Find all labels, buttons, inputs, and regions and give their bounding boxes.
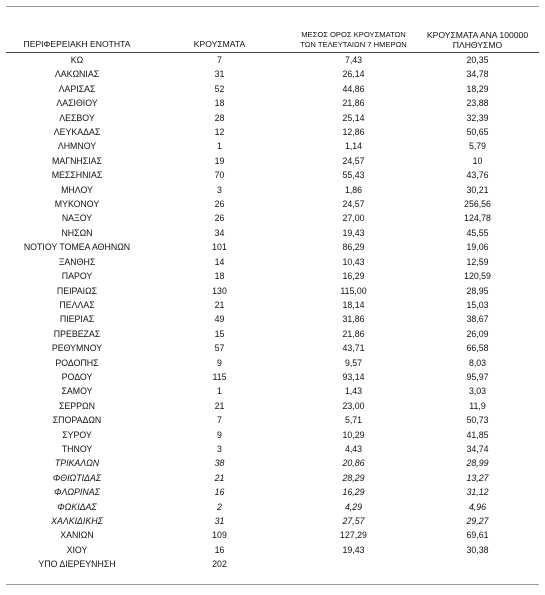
table-row	[6, 284, 539, 298]
cell-cases: 14	[214, 256, 225, 267]
cell-seven-day-average: 5,71	[344, 415, 363, 426]
cell-region: ΡΟΔΟΥ	[61, 371, 93, 382]
cell-cases-per-100k: 95,97	[466, 371, 489, 382]
cell-region: ΛΕΣΒΟΥ	[59, 112, 95, 123]
cell-cases-per-100k: 120,59	[464, 271, 491, 282]
cell-cases-per-100k	[416, 557, 539, 571]
cell-region: ΣΥΡΟΥ	[62, 429, 92, 440]
cell-cases-per-100k: 20,35	[466, 55, 489, 65]
table-row	[6, 240, 539, 254]
table-row	[6, 269, 539, 283]
cell-seven-day-average: 10,43	[342, 256, 365, 267]
table-row	[6, 370, 539, 384]
cell-region: ΞΑΝΘΗΣ	[58, 256, 96, 267]
cell-region: ΠΕΛΛΑΣ	[59, 299, 95, 310]
cell-seven-day-average: 43,71	[342, 343, 365, 354]
cell-cases-per-100k: 41,85	[466, 429, 489, 440]
cell-cases: 9	[217, 429, 222, 440]
cell-seven-day-average: 16,29	[342, 487, 365, 498]
table-row	[6, 471, 539, 485]
table-row	[6, 384, 539, 398]
cell-cases-per-100k: 32,39	[466, 112, 489, 123]
cell-cases: 31	[214, 69, 225, 80]
cell-region: ΠΕΙΡΑΙΩΣ	[56, 285, 98, 296]
cell-cases-per-100k: 124,78	[464, 213, 491, 224]
cell-seven-day-average: 86,29	[342, 242, 365, 253]
cell-cases-per-100k: 66,58	[466, 343, 489, 354]
cell-region: ΛΗΜΝΟΥ	[57, 141, 97, 152]
header-cases-per-100k	[416, 24, 539, 53]
cell-cases-per-100k: 34,74	[466, 443, 489, 454]
cell-cases-per-100k: 5,79	[468, 141, 487, 152]
cell-region: ΛΑΣΙΘΙΟΥ	[56, 98, 98, 109]
cell-cases-per-100k: 11,9	[469, 400, 486, 411]
cell-seven-day-average: 1,86	[344, 184, 363, 195]
cell-cases: 1	[217, 386, 222, 397]
cell-seven-day-average: 19,43	[342, 544, 365, 555]
cell-region: ΡΕΘΥΜΝΟΥ	[51, 343, 103, 354]
cell-cases-per-100k: 50,73	[466, 415, 489, 426]
cell-cases: 7	[217, 55, 222, 65]
table-row	[6, 514, 539, 528]
table-row	[6, 154, 539, 168]
cell-cases-per-100k: 45,55	[466, 227, 489, 238]
cell-seven-day-average: 18,14	[342, 299, 365, 310]
table-row	[6, 168, 539, 182]
cell-cases-per-100k: 43,76	[466, 170, 489, 181]
table-row	[6, 485, 539, 499]
cell-cases-per-100k: 31,12	[466, 487, 489, 498]
cell-cases-per-100k: 15,03	[466, 299, 489, 310]
cell-cases-per-100k: 18,29	[466, 83, 489, 94]
table-row	[6, 255, 539, 269]
cell-cases: 101	[212, 242, 227, 253]
cell-region: ΜΕΣΣΗΝΙΑΣ	[51, 170, 103, 181]
cell-region: ΛΕΥΚΑΔΑΣ	[53, 127, 101, 138]
cell-cases-per-100k: 10	[472, 155, 483, 166]
cell-seven-day-average: 1,14	[344, 141, 363, 152]
cell-seven-day-average: 27,57	[342, 516, 365, 526]
header-avg-line2: ΤΩΝ ΤΕΛΕΥΤΑΙΩΝ 7 ΗΜΕΡΩΝ	[300, 40, 407, 49]
cell-cases: 115	[212, 371, 227, 382]
cell-region: ΠΡΕΒΕΖΑΣ	[53, 328, 101, 339]
table-row	[6, 183, 539, 197]
cell-region: ΡΟΔΟΠΗΣ	[55, 357, 99, 368]
header-seven-day-average	[291, 24, 416, 53]
table-row	[6, 356, 539, 370]
cell-cases: 21	[214, 472, 225, 483]
table-row	[6, 500, 539, 514]
table-row	[6, 226, 539, 240]
cell-seven-day-average	[291, 557, 416, 571]
cell-region: ΠΑΡΟΥ	[61, 271, 93, 282]
cell-cases-per-100k: 28,95	[466, 285, 489, 296]
cell-cases: 15	[214, 328, 225, 339]
table-row	[6, 111, 539, 125]
cell-seven-day-average: 127,29	[340, 530, 367, 541]
table-row	[6, 399, 539, 413]
cell-seven-day-average: 24,57	[342, 155, 365, 166]
cell-cases: 18	[214, 98, 225, 109]
cell-seven-day-average: 19,43	[342, 227, 365, 238]
cell-region: ΣΕΡΡΩΝ	[59, 400, 95, 411]
cell-region: ΧΑΝΙΩΝ	[60, 530, 94, 541]
table-body	[6, 53, 539, 572]
cell-seven-day-average: 21,86	[342, 98, 365, 109]
cell-region: ΦΛΩΡΙΝΑΣ	[54, 487, 100, 498]
cell-seven-day-average: 1,43	[344, 386, 363, 397]
cell-cases: 52	[214, 83, 225, 94]
cell-seven-day-average: 9,57	[344, 357, 363, 368]
cell-seven-day-average: 115,00	[340, 285, 367, 296]
cell-cases: 28	[214, 112, 225, 123]
cell-cases: 70	[214, 170, 225, 181]
cell-seven-day-average: 44,86	[342, 83, 365, 94]
table-row	[6, 413, 539, 427]
cell-cases: 31	[214, 516, 225, 526]
table-row	[6, 67, 539, 81]
cell-seven-day-average: 16,29	[342, 271, 365, 282]
table-row	[6, 428, 539, 442]
table-row	[6, 96, 539, 110]
cell-cases: 16	[214, 487, 225, 498]
cell-cases-per-100k: 29,27	[466, 516, 489, 526]
cell-cases-per-100k: 30,21	[466, 184, 489, 195]
table-row	[6, 211, 539, 225]
table-row	[6, 125, 539, 139]
cell-cases: 7	[217, 415, 222, 426]
header-per100k-line1: ΚΡΟΥΣΜΑΤΑ ΑΝΑ 100000	[426, 30, 529, 40]
cell-seven-day-average: 4,43	[344, 443, 363, 454]
cell-cases-per-100k: 256,56	[464, 199, 491, 210]
cell-region: ΛΑΡΙΣΑΣ	[58, 83, 96, 94]
cell-cases: 26	[214, 213, 225, 224]
table-row	[6, 139, 539, 153]
cell-region: ΜΗΛΟΥ	[61, 184, 93, 195]
cell-seven-day-average: 12,86	[342, 127, 365, 138]
cell-cases: 18	[214, 271, 225, 282]
cell-region: ΛΑΚΩΝΙΑΣ	[54, 69, 100, 80]
cell-region: ΝΗΣΩΝ	[61, 227, 93, 238]
cell-seven-day-average: 7,43	[344, 55, 363, 65]
cell-seven-day-average: 28,29	[342, 472, 365, 483]
table-row	[6, 298, 539, 312]
cell-cases-per-100k: 3,03	[468, 386, 487, 397]
cell-cases: 21	[214, 400, 225, 411]
header-cases: ΚΡΟΥΣΜΑΤΑ	[148, 24, 291, 53]
cell-region: ΥΠΟ ΔΙΕΡΕΥΝΗΣΗ	[38, 559, 116, 570]
cell-region: ΣΠΟΡΑΔΩΝ	[52, 415, 102, 426]
cell-cases: 21	[214, 299, 225, 310]
cell-cases: 57	[214, 343, 225, 354]
bottom-rule	[6, 584, 539, 585]
cell-cases: 9	[217, 357, 222, 368]
cell-cases-per-100k: 13,27	[466, 472, 489, 483]
cell-cases: 16	[214, 544, 225, 555]
table-row	[6, 341, 539, 355]
cell-seven-day-average: 4,29	[344, 501, 363, 512]
cell-seven-day-average: 25,14	[342, 112, 365, 123]
cases-table	[6, 24, 539, 572]
cell-region: ΦΩΚΙΔΑΣ	[57, 501, 97, 512]
table-row	[6, 456, 539, 470]
cell-cases: 49	[214, 314, 225, 325]
table-row	[6, 543, 539, 557]
cell-cases: 26	[214, 199, 225, 210]
cell-seven-day-average: 93,14	[342, 371, 365, 382]
cell-region: ΣΑΜΟΥ	[61, 386, 93, 397]
top-rule	[6, 6, 539, 7]
cell-cases-per-100k: 12,59	[466, 256, 489, 267]
cell-cases-per-100k: 19,06	[466, 242, 489, 253]
cell-region: ΧΙΟΥ	[66, 544, 88, 555]
cell-cases: 130	[212, 285, 227, 296]
cell-cases-per-100k: 8,03	[468, 357, 487, 368]
cell-cases: 3	[217, 184, 222, 195]
cell-seven-day-average: 23,00	[342, 400, 365, 411]
table-row	[6, 557, 539, 571]
cell-region: ΤΡΙΚΑΛΩΝ	[54, 458, 100, 469]
table-row	[6, 82, 539, 96]
cell-region: ΜΑΓΝΗΣΙΑΣ	[52, 155, 102, 166]
cell-region: ΝΑΞΟΥ	[61, 213, 93, 224]
cell-region: ΝΟΤΙΟΥ ΤΟΜΕΑ ΑΘΗΝΩΝ	[23, 242, 131, 253]
table-row	[6, 528, 539, 542]
table-row	[6, 197, 539, 211]
cell-seven-day-average: 20,86	[342, 458, 365, 469]
cell-cases-per-100k: 34,78	[466, 69, 489, 80]
cell-seven-day-average: 21,86	[342, 328, 365, 339]
cell-seven-day-average: 55,43	[342, 170, 365, 181]
cell-region: ΦΘΙΩΤΙΔΑΣ	[52, 472, 102, 483]
cell-cases: 109	[212, 530, 227, 541]
cell-region: ΜΥΚΟΝΟΥ	[54, 199, 100, 210]
header-per100k-line2: ΠΛΗΘΥΣΜΟ	[452, 40, 503, 50]
cell-cases: 1	[217, 141, 222, 152]
cell-seven-day-average: 24,57	[342, 199, 365, 210]
header-region: ΠΕΡΙΦΕΡΕΙΑΚΗ ΕΝΟΤΗΤΑ	[6, 24, 148, 53]
cell-cases-per-100k: 4,96	[468, 501, 487, 512]
cell-cases: 3	[217, 443, 222, 454]
cell-cases: 19	[214, 155, 225, 166]
cell-cases-per-100k: 28,99	[466, 458, 489, 469]
cell-seven-day-average: 27,00	[342, 213, 365, 224]
cell-seven-day-average: 10,29	[342, 429, 365, 440]
cell-cases: 2	[217, 501, 222, 512]
table-header-row	[6, 24, 539, 53]
cell-region: ΠΙΕΡΙΑΣ	[59, 314, 95, 325]
cell-region: ΚΩ	[70, 55, 84, 65]
cell-cases-per-100k: 69,61	[466, 530, 489, 541]
cell-cases-per-100k: 26,09	[466, 328, 489, 339]
cell-seven-day-average: 26,14	[342, 69, 365, 80]
cell-cases: 202	[212, 559, 227, 570]
cell-cases-per-100k: 50,65	[466, 127, 489, 138]
table-row	[6, 442, 539, 456]
table-row	[6, 327, 539, 341]
cell-cases-per-100k: 30,38	[466, 544, 489, 555]
table-row	[6, 53, 539, 68]
cell-region: ΤΗΝΟΥ	[61, 443, 93, 454]
header-avg-line1: ΜΕΣΟΣ ΟΡΟΣ ΚΡΟΥΣΜΑΤΩΝ	[301, 30, 406, 39]
cell-cases: 38	[214, 458, 225, 469]
cell-cases-per-100k: 23,88	[466, 98, 489, 109]
cell-seven-day-average: 31,86	[342, 314, 365, 325]
cell-region: ΧΑΛΚΙΔΙΚΗΣ	[51, 516, 103, 526]
cell-cases: 12	[214, 127, 225, 138]
table-row	[6, 312, 539, 326]
cell-cases: 34	[214, 227, 225, 238]
cell-cases-per-100k: 38,67	[466, 314, 489, 325]
